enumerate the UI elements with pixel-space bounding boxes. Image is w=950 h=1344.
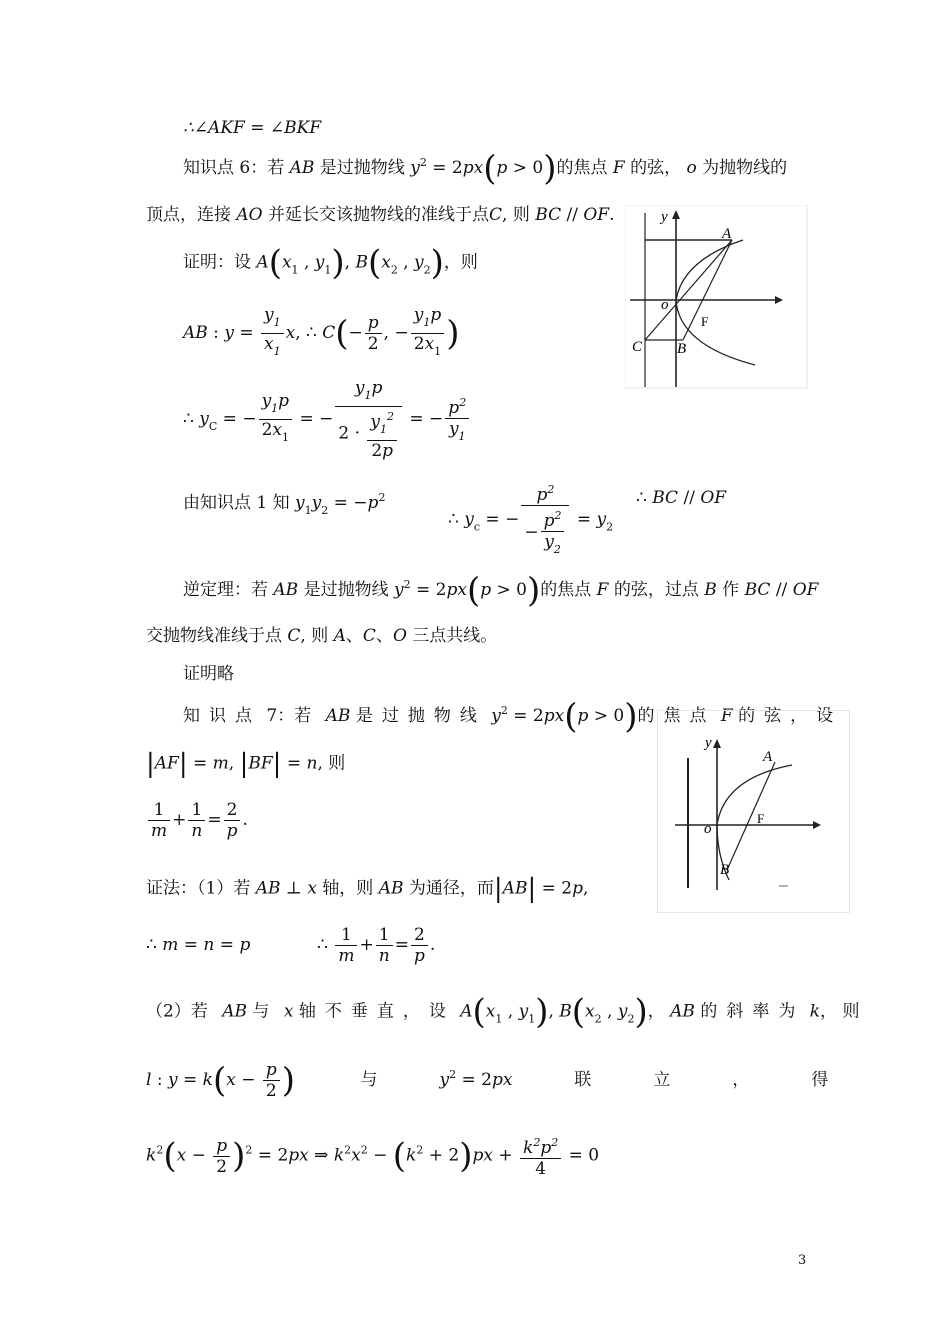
figure1-x-axis-arrow bbox=[775, 296, 783, 304]
figure1-label-f: F bbox=[701, 314, 709, 329]
therefore-akf: ∴∠AKF = ∠BKF bbox=[183, 118, 322, 138]
bc-parallel-of: ∴ BC // OF bbox=[636, 488, 727, 508]
knowledge-point-7-line2: |AF| = m, |BF| = n, 则 bbox=[146, 749, 346, 779]
knowledge-point-6-line1: 知识点 6：若 AB 是过抛物线 $y^2 = 2px(p > 0)$的焦点 F 的弦， o 为抛物线的 bbox=[183, 148, 788, 189]
figure1-label-b: B bbox=[677, 341, 687, 357]
knowledge-point-7-line1: 知识点 7：若 AB 是过抛物线 $y^2 = 2px(p > 0)$的焦点 F 的弦，设 bbox=[183, 696, 843, 737]
proof-case-1: 证法：（1）若 AB ⊥ x 轴，则 AB 为通径，而|AB| = 2p, bbox=[146, 874, 589, 904]
proof-case-2: （2）若 AB 与 x 轴不垂直，设 $A(x_1$ , $y_1$), $B(x_2$ , $y_2$)， AB 的斜率为 k， 则 bbox=[146, 992, 860, 1032]
converse-line1: 逆定理：若 AB 是过抛物线 $y^2 = 2px(p > 0)$的焦点 F 的弦，过点 B 作 BC // OF bbox=[183, 570, 819, 611]
combined-equation: $k^2(x$ − $\frac{p}{2}$ )$^2$ = 2px ⇒ $k^2x^2 - (k^2 + 2)px$ + $\frac{k^2p^2}{4}$ = 0 bbox=[146, 1133, 599, 1179]
figure1-label-a: A bbox=[722, 226, 732, 242]
converse-line2: 交抛物线准线于点 C, 则 A、C、O 三点共线。 bbox=[146, 626, 498, 646]
figure2-label-b: B bbox=[720, 862, 730, 878]
figure2-label-y: y bbox=[705, 735, 712, 751]
from-knowledge-point-1: 由知识点 1 知 $y_1y_2 = -p^2$ bbox=[183, 491, 386, 517]
proof-intro: 证明：设 $A(x_1$ , $y_1$), $B(x_2$ , $y_2$)，则 bbox=[183, 243, 478, 283]
figure2-label-a: A bbox=[763, 749, 773, 765]
page-number: 3 bbox=[798, 1253, 807, 1268]
line-l-equation: l : y = k(x − $\frac{p}{2}$ ) 与 $y^2 = 2px$ 联 立 ， 得 bbox=[146, 1060, 829, 1101]
figure2-label-f: F bbox=[757, 811, 765, 826]
figure1-y-axis-arrow bbox=[672, 210, 680, 219]
knowledge-point-6-line2: 顶点，连接 AO 并延长交该抛物线的准线于点C, 则 BC // OF. bbox=[146, 205, 615, 225]
figure1-label-y: y bbox=[661, 209, 668, 225]
proof-omitted: 证明略 bbox=[183, 664, 234, 684]
figure-1-parabola-diagram bbox=[625, 205, 810, 390]
figure2-x-axis-arrow bbox=[813, 821, 821, 829]
figure-2-parabola-diagram bbox=[657, 710, 852, 915]
m-equals-n: ∴ m = n = p ∴ $\frac{1}{m}$ + $\frac{1}{n}$ = $\frac{2}{p}$ . bbox=[146, 925, 436, 966]
knowledge-point-7-formula: $\frac{1}{m}$ + $\frac{1}{n}$ = $\frac{2}{p}$ . bbox=[146, 800, 248, 841]
figure2-label-o: o bbox=[704, 821, 712, 837]
ab-line-equation: AB : y = $\frac{y_1}{x_1}$ x, ∴ C(− $\frac{p}{2}$ , − $\frac{y_1p}{2x_1}$ ) bbox=[183, 305, 460, 358]
figure1-line-ac bbox=[645, 240, 732, 340]
figure1-label-c: C bbox=[632, 339, 643, 355]
yc-derivation: ∴ $y_C$ = − $\frac{y_1p}{2x_1}$ = − $y_1p$ 2 · $\frac{y_1^2}{2p}$ = − $\frac{p^2}{y_1}$ bbox=[183, 378, 471, 461]
yc-equals-y2: ∴ $y_c$ = − $p^2$ − $\frac{p^2}{y_2}$ = $y_2$ bbox=[448, 480, 613, 560]
figure2-y-axis-arrow bbox=[713, 739, 721, 748]
figure1-label-o: o bbox=[661, 297, 669, 313]
